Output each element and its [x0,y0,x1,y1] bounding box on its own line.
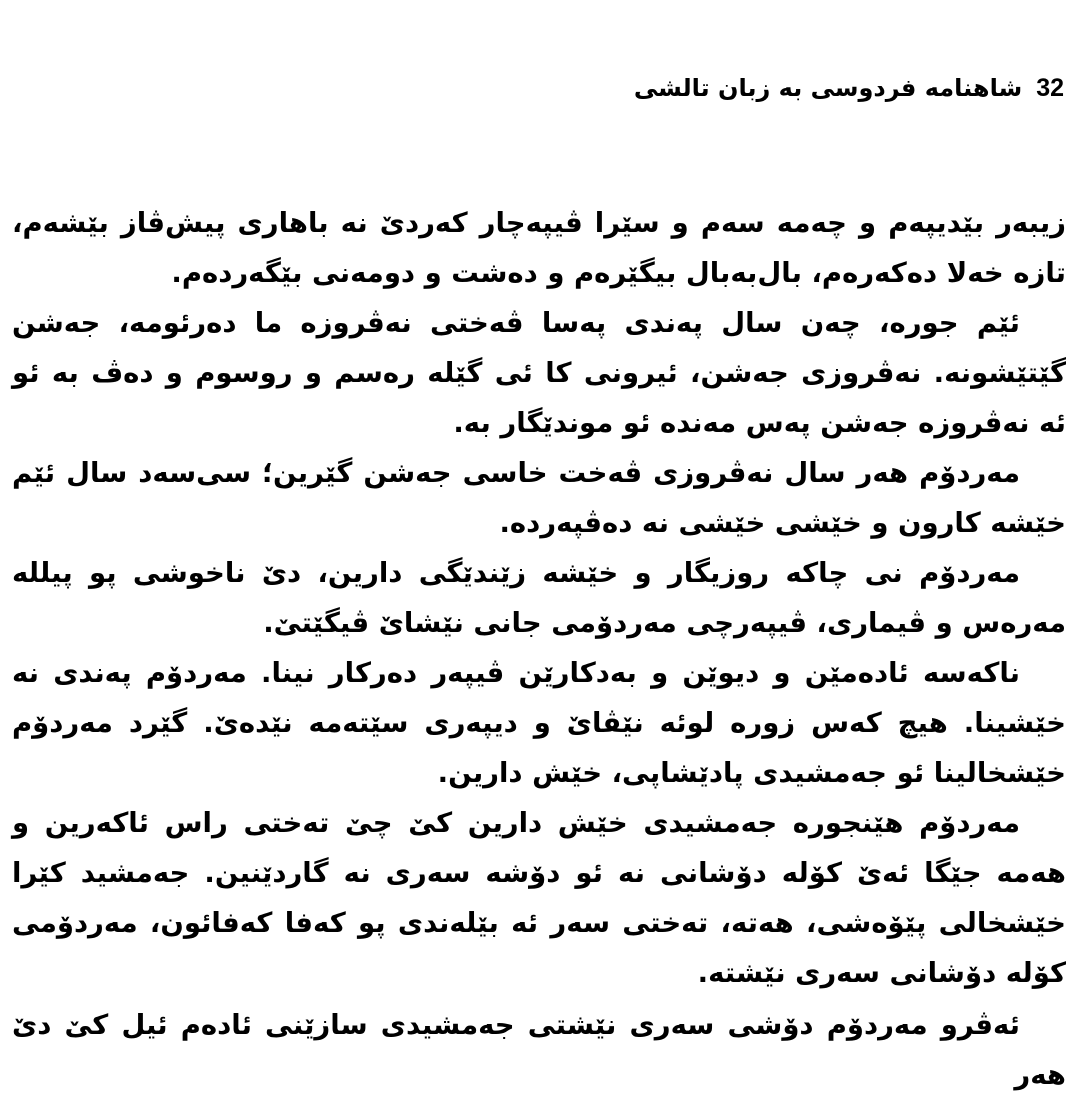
page-number: 32 [1036,73,1064,102]
book-title: شاهنامه فردوسی به زبان تالشی [633,74,1023,102]
paragraph-partial: ئەڤرو مەردۆم دۆشی سەری نێشتی جەمشیدی سازێنی ئادەم ئیل کێ دێ هەر [12,1009,1066,1091]
paragraph: زیبەر بێدیپەم و چەمە سەم و سێرا ڤیپەچار کەردێ نە باهاری پیش‌ڤاز بێشەم، تازە خەلا دەکەرەم، بال‌بەبال بیگێرەم و دەشت و دومەنی بێگەردەم. [12,207,1066,289]
paragraph: ئێم جورە، چەن سال پەندی پەسا ڤەختی نەڤروزە ما دەرئومە، جەشن گێتێشونە. نەڤروزی جەشن، ئیرونی کا ئی گێلە رەسم و روسوم و دەڤ بە ئو ئە نەڤروزە جەشن پەس مەندە ئو موندێگار بە. [12,307,1066,439]
paragraph: مەردۆم هێنجورە جەمشیدی خێش دارین کێ چێ تەختی راس ئاکەرین و هەمە جێگا ئەێ کۆلە دۆشانی نە ئو دۆشە سەری نە گاردێنین. جەمشید کێرا خێشخالی پێۆەشی، هەتە، تەختی سەر ئە بێلەندی پو کەفا کەفائون، مەردۆمی کۆلە دۆشانی سەری نێشتە. [12,807,1066,989]
running-header [560,66,1064,110]
body-text [12,198,1066,1091]
paragraph: مەردۆم هەر سال نەڤروزی ڤەخت خاسی جەشن گێرین؛ سی‌سەد سال ئێم خێشە کارون و خێشی خێشی نە دەڤپەردە. [12,457,1066,539]
paragraph: مەردۆم نی چاکە روزیگار و خێشە زێندێگی دارین، دێ ناخوشی پو پیللە مەرەس و ڤیماری، ڤیپەرچی مەردۆمی جانی نێشاێ ڤیگێتێ. [12,557,1066,639]
paragraph: ناکەسە ئادەمێن و دیوێن و بەدکارێن ڤیپەر دەرکار نینا. مەردۆم پەندی نە خێشینا. هیچ کەس زورە لوئە نێڤاێ و دیپەری سێتەمە نێدەێ. گێرد مەردۆم خێشخالینا ئو جەمشیدی پادێشاپی، خێش دارین. [12,657,1066,789]
